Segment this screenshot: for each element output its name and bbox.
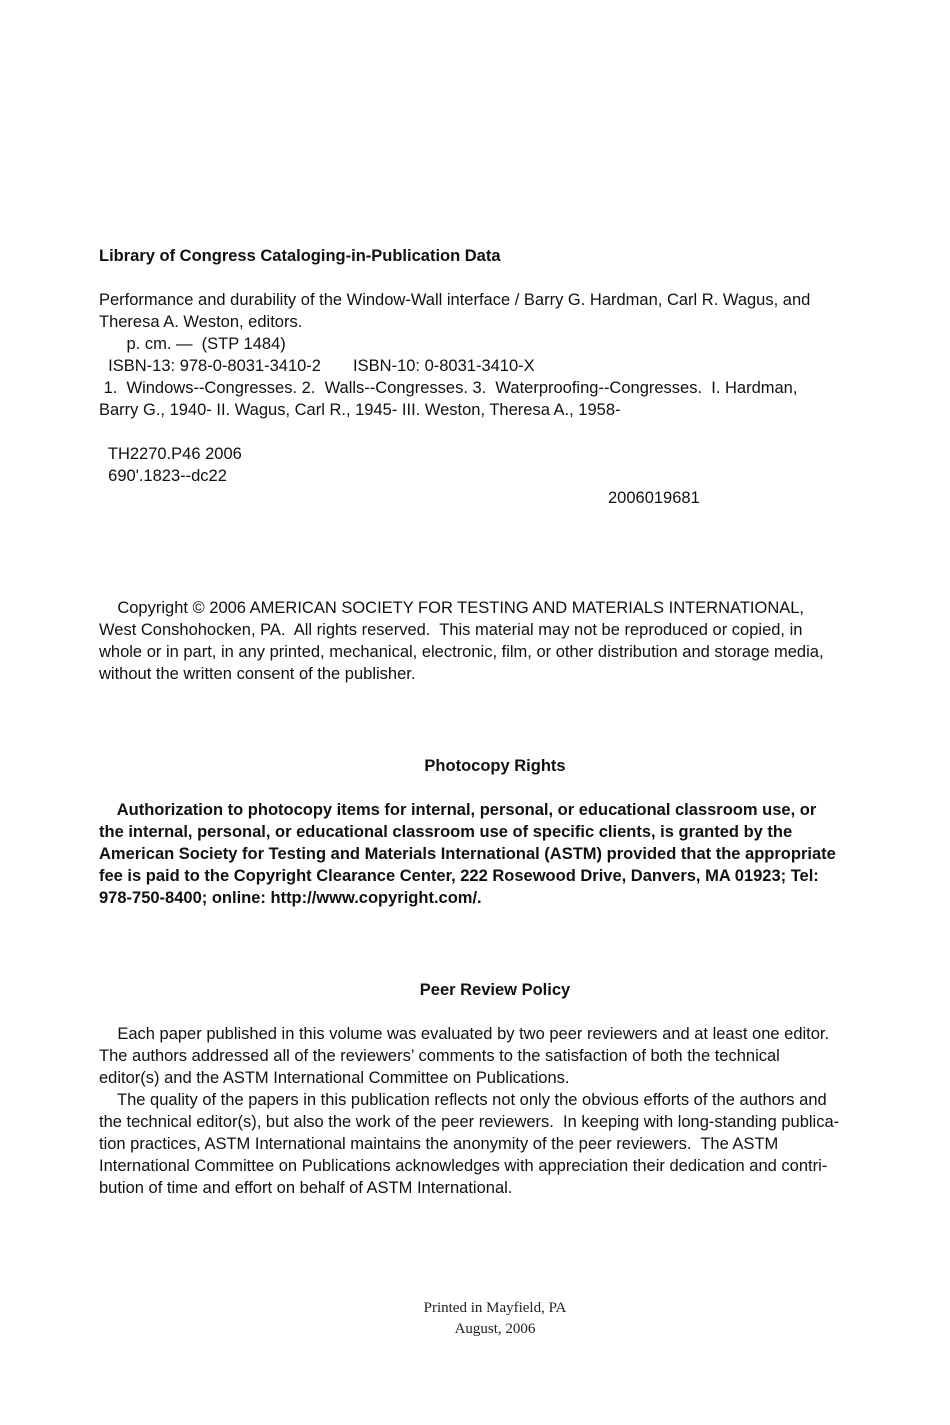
photocopy-heading: Photocopy Rights — [424, 757, 566, 775]
peer-review-line: tion practices, ASTM International maintains the anonymity of the peer reviewers. The ASTM — [99, 1135, 779, 1153]
printed-location: Printed in Mayfield, PA — [423, 1300, 567, 1316]
cip-dewey-number: 690'.1823--dc22 — [99, 467, 227, 485]
cip-heading: Library of Congress Cataloging-in-Publication Data — [99, 247, 501, 265]
photocopy-line: Authorization to photocopy items for internal, personal, or educational classroom use, or — [99, 801, 817, 819]
peer-review-line: The authors addressed all of the reviewers’ comments to the satisfaction of both the technical — [99, 1047, 780, 1065]
printed-date: August, 2006 — [454, 1321, 536, 1337]
photocopy-line: American Society for Testing and Materials International (ASTM) provided that the appropriate — [99, 845, 836, 863]
copyright-line: Copyright © 2006 AMERICAN SOCIETY FOR TESTING AND MATERIALS INTERNATIONAL, — [99, 599, 805, 617]
copyright-line: without the written consent of the publisher. — [99, 665, 416, 683]
cip-line: 1. Windows--Congresses. 2. Walls--Congresses. 3. Waterproofing--Congresses. I. Hardman, — [99, 379, 798, 397]
peer-review-line: the technical editor(s), but also the work of the peer reviewers. In keeping with long-standing publica- — [99, 1113, 840, 1131]
cip-line: Barry G., 1940- II. Wagus, Carl R., 1945- III. Weston, Theresa A., 1958- — [99, 401, 621, 419]
cip-lccn: 2006019681 — [608, 489, 700, 507]
cip-line: Theresa A. Weston, editors. — [99, 313, 303, 331]
peer-review-line: editor(s) and the ASTM International Committee on Publications. — [99, 1069, 570, 1087]
photocopy-line: fee is paid to the Copyright Clearance Center, 222 Rosewood Drive, Danvers, MA 01923; Tel: — [99, 867, 819, 885]
peer-review-line: Each paper published in this volume was evaluated by two peer reviewers and at least one editor. — [99, 1025, 830, 1043]
photocopy-line: 978-750-8400; online: http://www.copyright.com/. — [99, 889, 482, 907]
copyright-line: whole or in part, in any printed, mechanical, electronic, film, or other distribution and storage media, — [99, 643, 824, 661]
copyright-line: West Conshohocken, PA. All rights reserved. This material may not be reproduced or copied, in — [99, 621, 803, 639]
peer-review-line: International Committee on Publications acknowledges with appreciation their dedication and contri- — [99, 1157, 828, 1175]
photocopy-line: the internal, personal, or educational classroom use of specific clients, is granted by the — [99, 823, 793, 841]
peer-review-line: The quality of the papers in this publication reflects not only the obvious efforts of the authors and — [99, 1091, 827, 1109]
peer-review-line: bution of time and effort on behalf of ASTM International. — [99, 1179, 513, 1197]
cip-line: p. cm. — (STP 1484) — [99, 335, 286, 353]
cip-line: Performance and durability of the Window-Wall interface / Barry G. Hardman, Carl R. Wagus, and — [99, 291, 811, 309]
cip-line: ISBN-13: 978-0-8031-3410-2 ISBN-10: 0-8031-3410-X — [99, 357, 535, 375]
peer-review-heading: Peer Review Policy — [419, 981, 571, 999]
cip-call-number: TH2270.P46 2006 — [99, 445, 242, 463]
